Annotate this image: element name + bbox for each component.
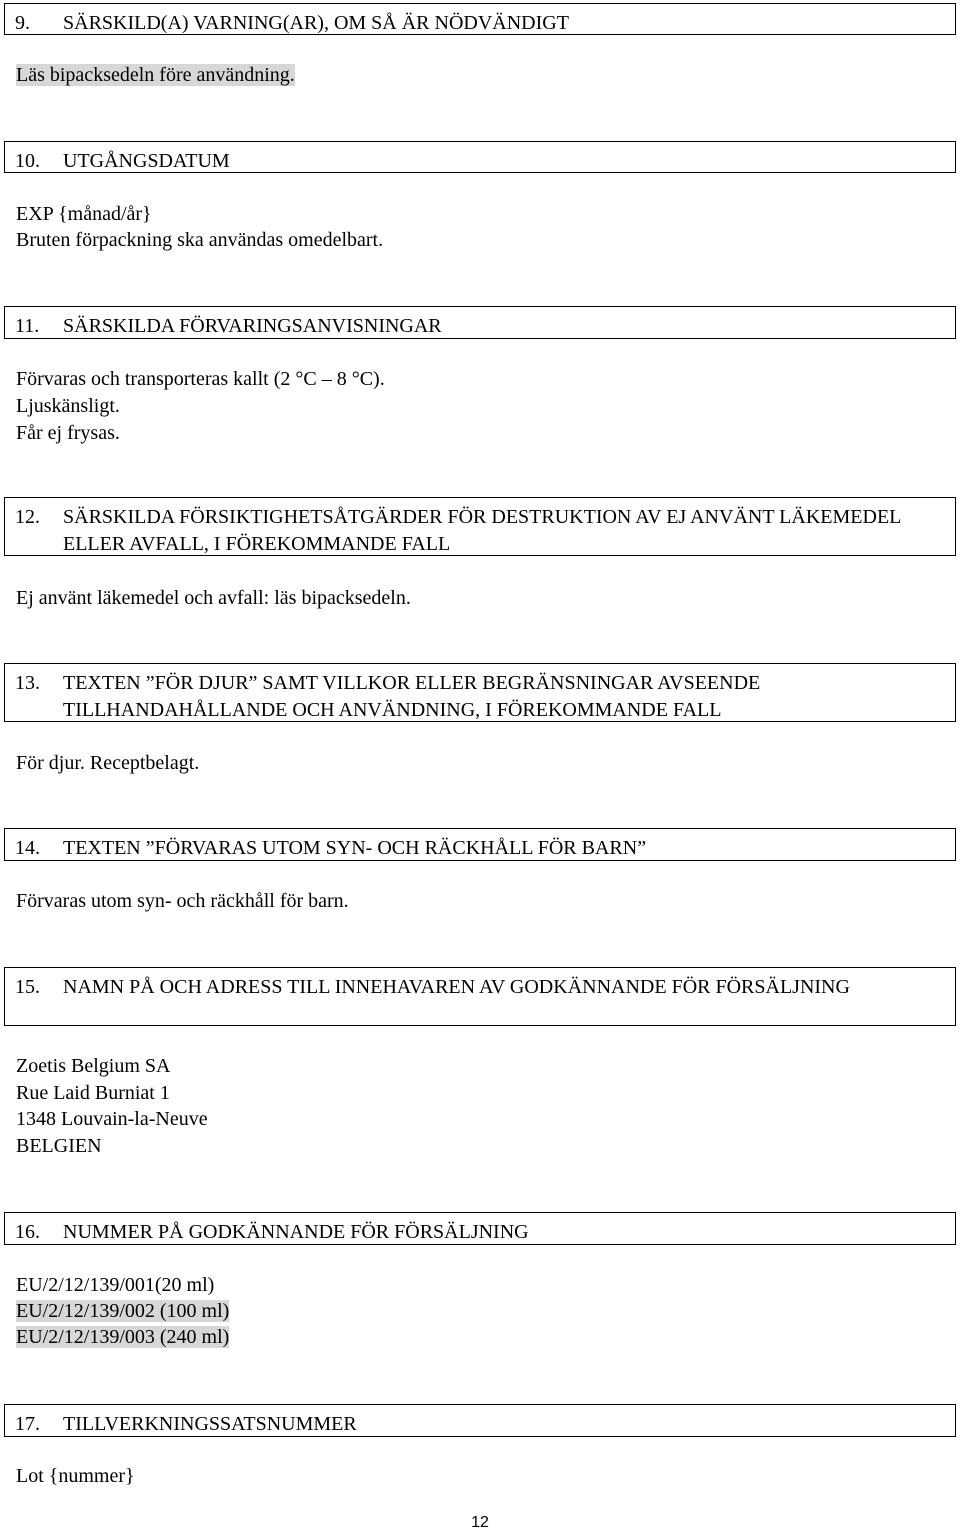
page-number: 12 xyxy=(471,1514,489,1531)
section-15-heading xyxy=(4,967,956,1026)
section-number: 9. xyxy=(15,12,30,34)
section-14-heading xyxy=(4,828,956,861)
section-15-line-3: 1348 Louvain-la-Neuve xyxy=(16,1108,208,1130)
section-11-heading xyxy=(4,306,956,339)
section-9-heading xyxy=(4,3,956,35)
section-11-line-2: Ljuskänsligt. xyxy=(16,395,120,417)
section-12-line-1: Ej använt läkemedel och avfall: läs bipacksedeln. xyxy=(16,587,411,609)
section-15-line-1: Zoetis Belgium SA xyxy=(16,1055,171,1077)
section-17-line-1: Lot {nummer} xyxy=(16,1465,135,1487)
section-title: SÄRSKILDA FÖRVARINGSANVISNINGAR xyxy=(63,315,442,337)
section-number: 17. xyxy=(15,1413,40,1435)
section-number: 15. xyxy=(15,976,40,998)
section-11-line-1: Förvaras och transporteras kallt (2 °C – 8 °C). xyxy=(16,368,385,390)
section-title: SÄRSKILD(A) VARNING(AR), OM SÅ ÄR NÖDVÄNDIGT xyxy=(63,12,569,34)
section-14-line-1: Förvaras utom syn- och räckhåll för barn. xyxy=(16,890,349,912)
section-10-line-1: EXP {månad/år} xyxy=(16,203,152,225)
section-number: 10. xyxy=(15,150,40,172)
section-title: TEXTEN ”FÖRVARAS UTOM SYN- OCH RÄCKHÅLL FÖR BARN” xyxy=(63,837,647,859)
section-13-line-1: För djur. Receptbelagt. xyxy=(16,752,200,774)
section-17-heading xyxy=(4,1404,956,1437)
highlighted-text: Läs bipacksedeln före användning. xyxy=(16,64,295,86)
section-number: 11. xyxy=(15,315,40,337)
section-number: 12. xyxy=(15,506,40,528)
section-11-line-3: Får ej frysas. xyxy=(16,422,120,444)
section-9-line-1 xyxy=(16,62,295,89)
highlighted-text: EU/2/12/139/003 (240 ml) xyxy=(16,1326,230,1348)
section-title: TEXTEN ”FÖR DJUR” SAMT VILLKOR ELLER BEGRÄNSNINGAR AVSEENDE TILLHANDAHÅLLANDE OCH ANVÄNDNING, I FÖREKOMMANDE FALL xyxy=(63,672,761,721)
section-number: 14. xyxy=(15,837,40,859)
highlighted-text: EU/2/12/139/002 (100 ml) xyxy=(16,1300,230,1322)
section-title: SÄRSKILDA FÖRSIKTIGHETSÅTGÄRDER FÖR DESTRUKTION AV EJ ANVÄNT LÄKEMEDEL ELLER AVFALL, I FÖREKOMMANDE FALL xyxy=(63,506,901,555)
section-title: UTGÅNGSDATUM xyxy=(63,150,230,172)
section-10-line-2: Bruten förpackning ska användas omedelbart. xyxy=(16,229,384,251)
section-number: 16. xyxy=(15,1221,40,1243)
section-15-line-2: Rue Laid Burniat 1 xyxy=(16,1082,170,1104)
section-16-line-2 xyxy=(16,1298,229,1325)
section-title: NAMN PÅ OCH ADRESS TILL INNEHAVAREN AV GODKÄNNANDE FÖR FÖRSÄLJNING xyxy=(63,976,850,998)
section-13-heading xyxy=(4,663,956,722)
section-16-line-1: EU/2/12/139/001(20 ml) xyxy=(16,1274,215,1296)
section-12-heading xyxy=(4,497,956,556)
section-15-line-4: BELGIEN xyxy=(16,1135,102,1157)
section-title: NUMMER PÅ GODKÄNNANDE FÖR FÖRSÄLJNING xyxy=(63,1221,529,1243)
section-title: TILLVERKNINGSSATSNUMMER xyxy=(63,1413,357,1435)
section-10-heading xyxy=(4,141,956,173)
section-number: 13. xyxy=(15,672,40,694)
section-16-heading xyxy=(4,1212,956,1245)
section-16-line-3 xyxy=(16,1324,229,1351)
